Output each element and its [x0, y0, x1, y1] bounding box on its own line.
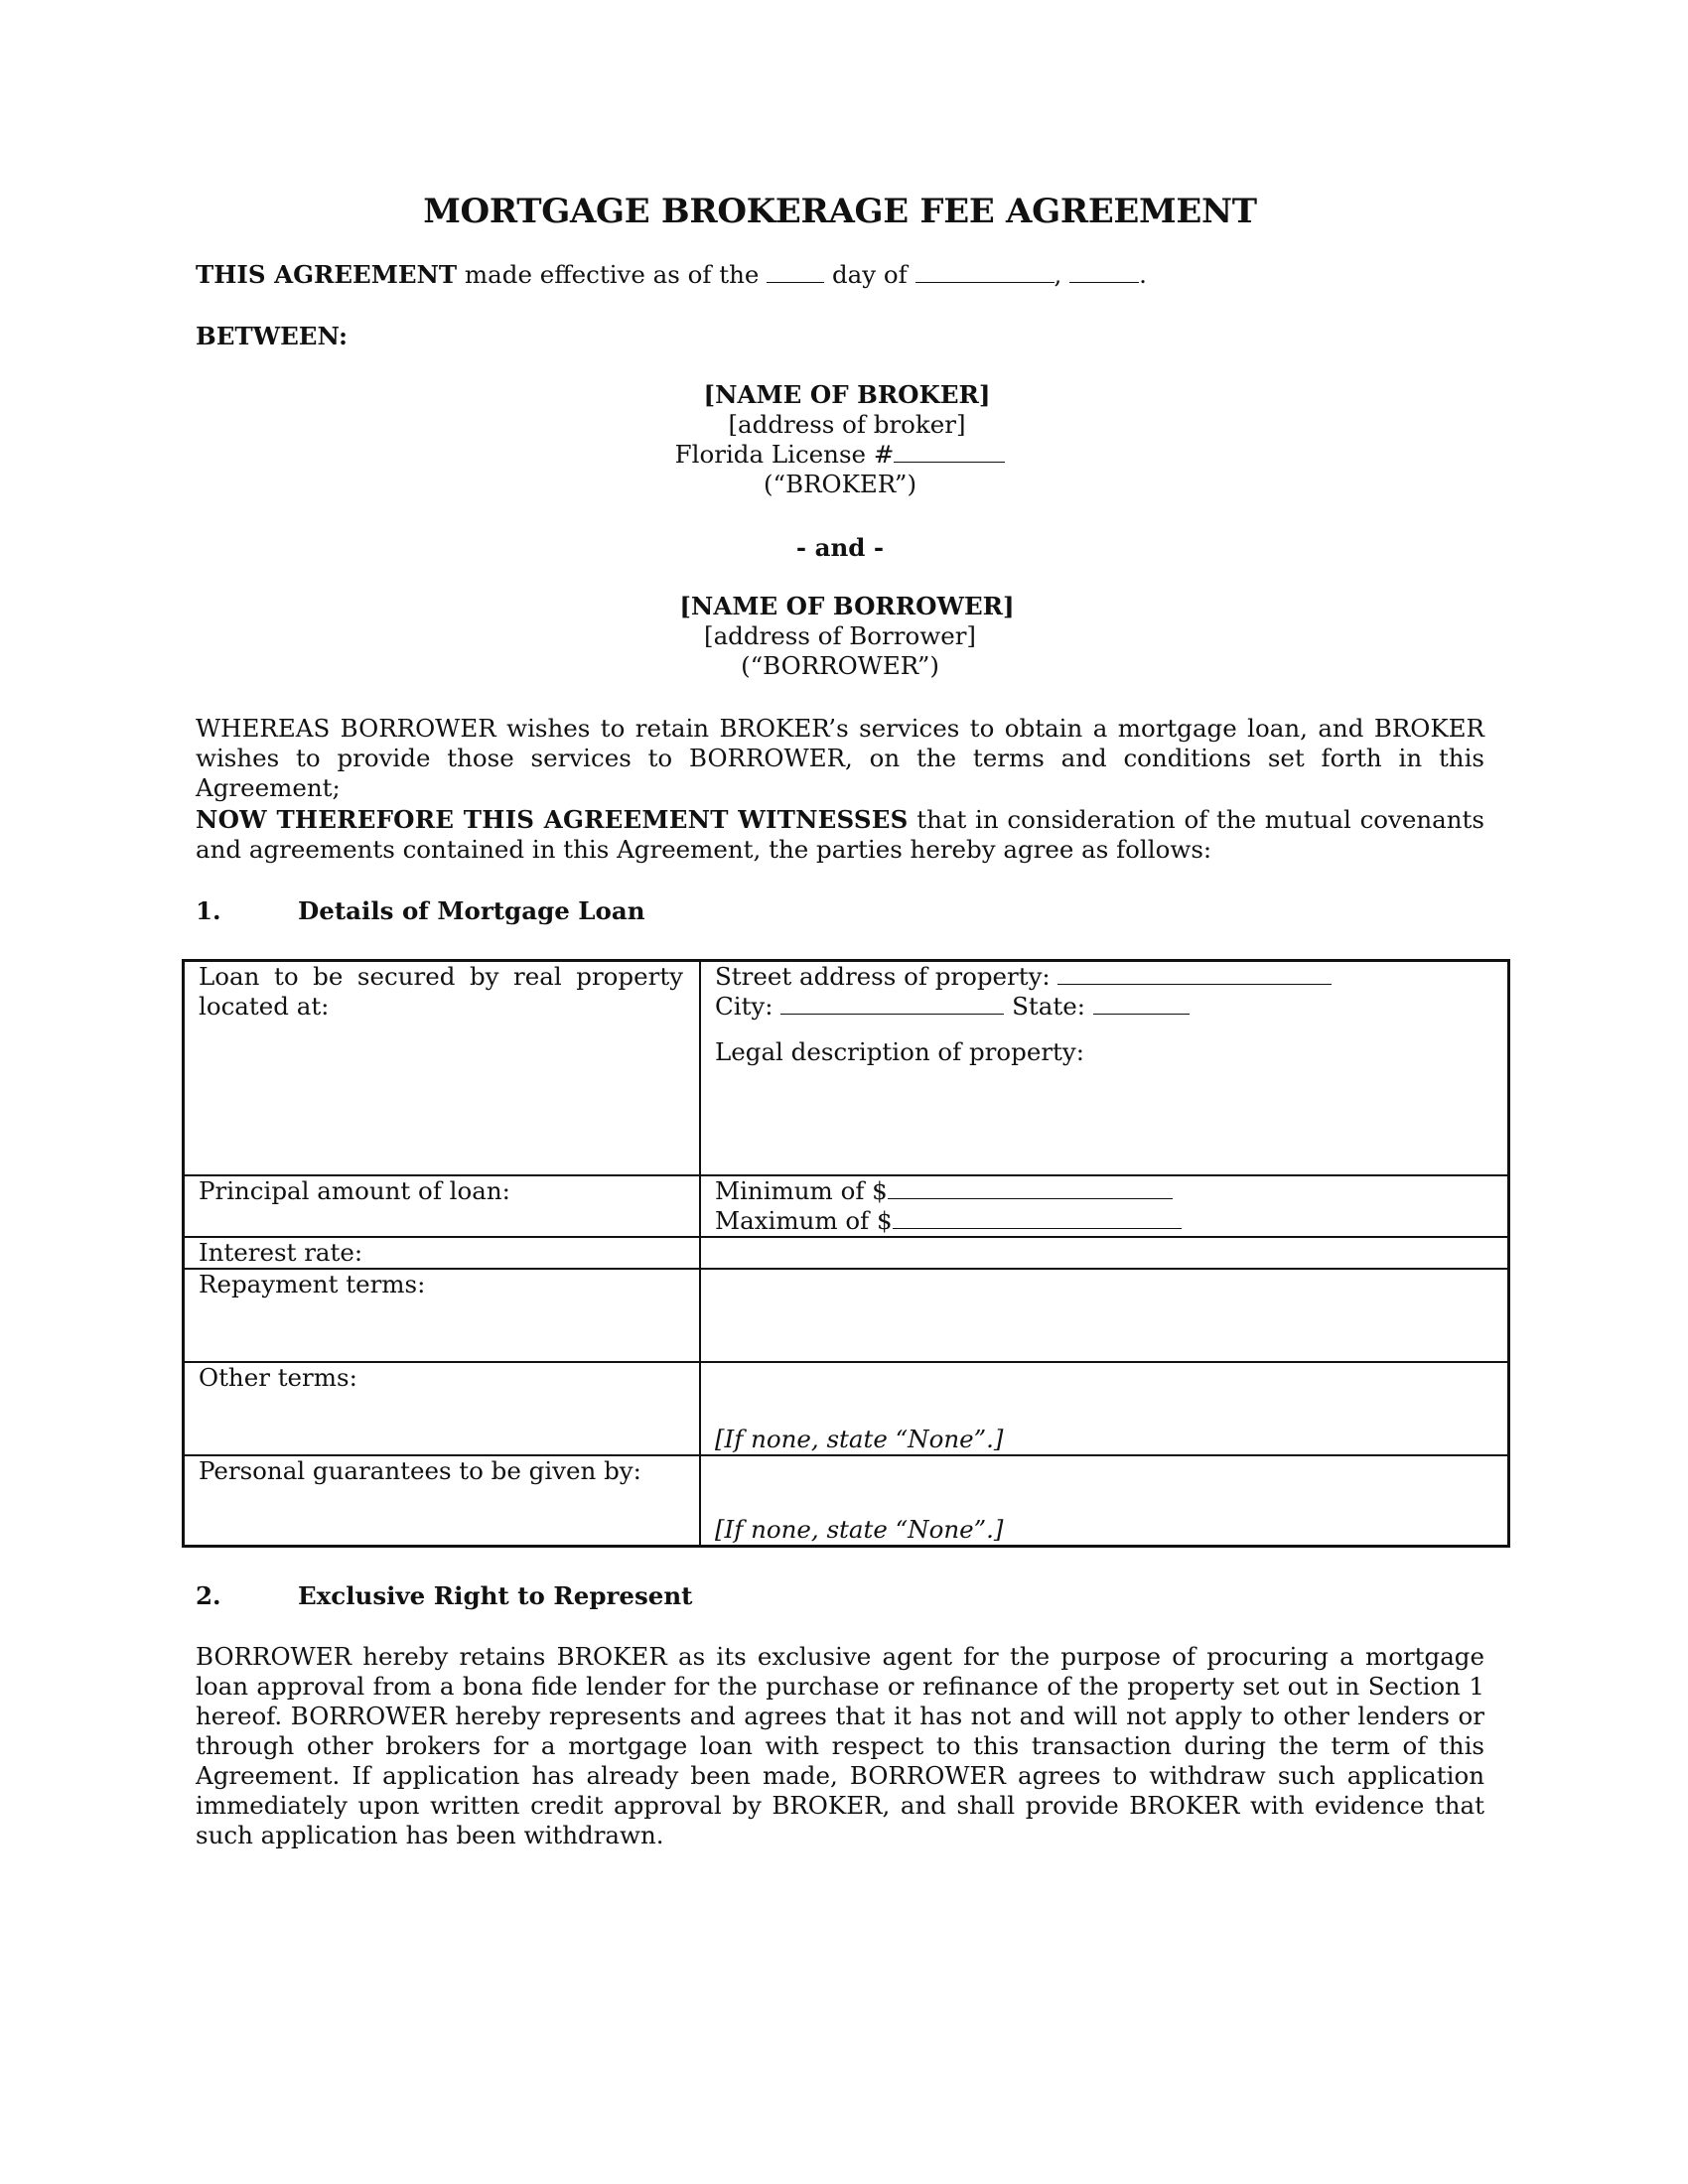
property-details-cell[interactable] [700, 961, 1509, 1175]
intro-lead: THIS AGREEMENT [196, 260, 458, 289]
borrower-alias: (“BORROWER”) [741, 651, 939, 680]
other-terms-label: Other terms: [184, 1362, 701, 1455]
maximum-blank[interactable] [893, 1206, 1182, 1229]
state-label: State: [1012, 992, 1085, 1021]
now-therefore-paragraph [196, 805, 1484, 865]
broker-license-label: Florida License # [674, 440, 895, 469]
principal-cell[interactable] [700, 1175, 1509, 1237]
day-blank[interactable] [767, 260, 824, 283]
broker-block [196, 380, 1484, 499]
whereas-paragraph: WHEREAS BORROWER wishes to retain BROKER’s services to obtain a mortgage loan, and BROKER wishes to provide those services to BORROWER, on the terms and conditions set forth in this Agreement; [196, 714, 1484, 802]
section-1-number: 1. [196, 896, 221, 925]
document-title: MORTGAGE BROKERAGE FEE AGREEMENT [423, 192, 1257, 231]
legal-description-label: Legal description of property: [715, 1037, 1084, 1066]
now-therefore-lead: NOW THEREFORE THIS AGREEMENT WITNESSES [196, 805, 909, 834]
other-terms-note: [If none, state “None”.] [715, 1424, 1004, 1453]
street-blank[interactable] [1057, 962, 1332, 985]
borrower-address: [address of Borrower] [704, 621, 976, 650]
loan-details-table [182, 959, 1510, 1548]
street-label: Street address of property: [715, 962, 1051, 991]
interest-value-cell[interactable] [700, 1237, 1509, 1269]
minimum-label: Minimum of $ [715, 1175, 888, 1205]
city-blank[interactable] [780, 992, 1004, 1015]
intro-comma: , [1054, 260, 1062, 289]
street-line [715, 962, 1493, 992]
year-blank[interactable] [1069, 260, 1139, 283]
interest-label: Interest rate: [184, 1237, 701, 1269]
repayment-value-cell[interactable] [700, 1269, 1509, 1362]
state-blank[interactable] [1093, 992, 1190, 1015]
table-row [184, 1237, 1509, 1269]
now-therefore-text: that in consideration of the mutual covenants and agreements contained in this Agreement, the parties hereby agree as follows: [196, 805, 1484, 864]
city-state-line [715, 992, 1493, 1022]
broker-license-line [196, 440, 1484, 470]
effective-date-line [196, 260, 1147, 290]
intro-period: . [1139, 260, 1147, 289]
borrower-name: [NAME OF BORROWER] [679, 592, 1015, 620]
table-row [184, 1175, 1509, 1237]
guarantees-cell[interactable] [700, 1455, 1509, 1547]
section-1-heading [196, 896, 645, 926]
intro-day-word: day of [831, 260, 908, 289]
license-number-blank[interactable] [894, 440, 1005, 463]
section-2-number: 2. [196, 1581, 221, 1610]
between-label: BETWEEN: [196, 322, 349, 350]
city-label: City: [715, 992, 774, 1021]
guarantees-label: Personal guarantees to be given by: [184, 1455, 701, 1547]
guarantees-note: [If none, state “None”.] [715, 1515, 1004, 1544]
maximum-label: Maximum of $ [715, 1205, 893, 1235]
broker-name: [NAME OF BROKER] [703, 380, 991, 409]
table-row [184, 1362, 1509, 1455]
repayment-label: Repayment terms: [184, 1269, 701, 1362]
section-2-heading [196, 1581, 693, 1611]
principal-label: Principal amount of loan: [184, 1175, 701, 1237]
section-2-title: Exclusive Right to Represent [298, 1581, 693, 1610]
broker-address: [address of broker] [728, 410, 966, 439]
broker-alias: (“BROKER”) [764, 470, 916, 498]
and-label: - and - [795, 533, 885, 562]
borrower-block [196, 592, 1484, 681]
month-blank[interactable] [915, 260, 1055, 283]
intro-text: made effective as of the [464, 260, 760, 289]
minimum-blank[interactable] [888, 1176, 1173, 1199]
table-row [184, 1455, 1509, 1547]
section-1-title: Details of Mortgage Loan [298, 896, 645, 925]
other-terms-cell[interactable] [700, 1362, 1509, 1455]
table-row [184, 961, 1509, 1175]
maximum-line [715, 1206, 1493, 1236]
property-label-cell [184, 961, 701, 1175]
property-label: Loan to be secured by real property located at: [199, 962, 683, 1021]
section-2-paragraph: BORROWER hereby retains BROKER as its exclusive agent for the purpose of procuring a mortgage loan approval from a bona fide lender for the purchase or refinance of the property set out in Section 1 hereof. BORROWER hereby represents and agrees that it has not and will not apply to other lenders or through other brokers for a mortgage loan with respect to this transaction during the term of this Agreement. If application has already been made, BORROWER agrees to withdraw such application immediately upon written credit approval by BROKER, and shall provide BROKER with evidence that such application has been withdrawn. [196, 1642, 1484, 1849]
table-row [184, 1269, 1509, 1362]
minimum-line [715, 1176, 1493, 1206]
